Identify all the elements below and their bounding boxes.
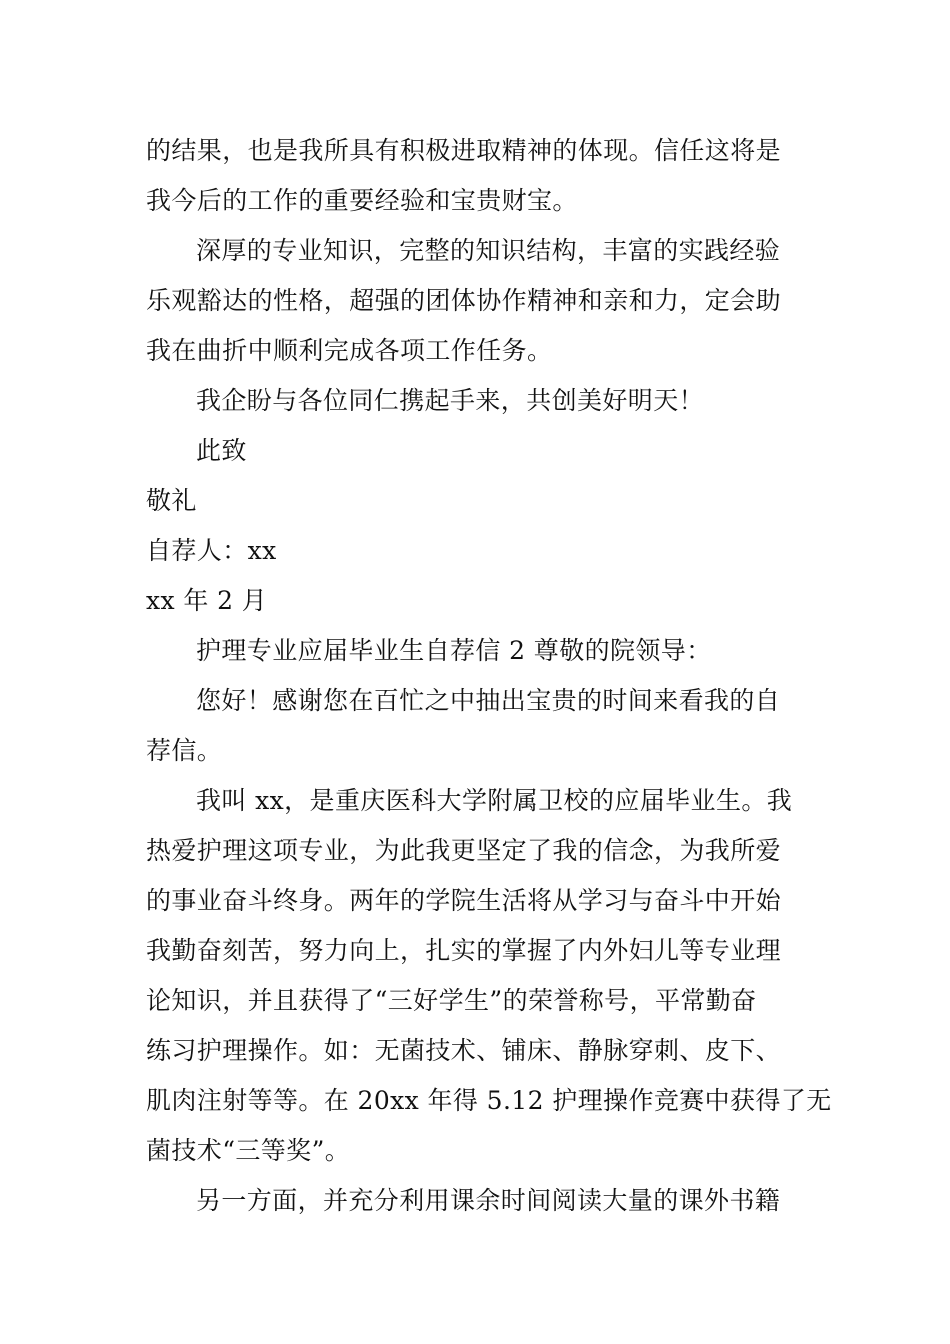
text-line: 我勤奋刻苦，努力向上，扎实的掌握了内外妇儿等专业理 [146,936,782,965]
paragraph-start: 您好！感谢您在百忙之中抽出宝贵的时间来看我的自 [196,686,781,715]
text-line: 的结果，也是我所具有积极进取精神的体现。信任这将是 [146,136,782,165]
paragraph-start: 我企盼与各位同仁携起手来，共创美好明天！ [196,386,705,415]
text-line: 荐信。 [146,736,223,765]
text-line: 热爱护理这项专业，为此我更坚定了我的信念，为我所爱 [146,836,782,865]
signature-line: 自荐人：xx [146,536,277,565]
paragraph-start: 另一方面，并充分利用课余时间阅读大量的课外书籍 [196,1186,781,1215]
text-line: 菌技术“三等奖”。 [146,1136,351,1165]
closing-regards: 敬礼 [146,486,197,515]
text-line: 乐观豁达的性格，超强的团体协作精神和亲和力，定会助 [146,286,782,315]
paragraph-start: 我叫 xx，是重庆医科大学附属卫校的应届毕业生。我 [196,786,793,815]
text-line: 肌肉注射等等。在 20xx 年得 5.12 护理操作竞赛中获得了无 [146,1086,832,1115]
text-line: 论知识，并且获得了“三好学生”的荣誉称号，平常勤奋 [146,986,757,1015]
date-line: xx 年 2 月 [146,586,268,615]
text-line: 我今后的工作的重要经验和宝贵财宝。 [146,186,578,215]
letter-heading: 护理专业应届毕业生自荐信 2 尊敬的院领导： [196,636,712,665]
text-line: 练习护理操作。如：无菌技术、铺床、静脉穿刺、皮下、 [146,1036,782,1065]
text-line: 的事业奋斗终身。两年的学院生活将从学习与奋斗中开始 [146,886,782,915]
paragraph-start: 深厚的专业知识，完整的知识结构，丰富的实践经验 [196,236,781,265]
text-line: 我在曲折中顺利完成各项工作任务。 [146,336,553,365]
closing-salutation: 此致 [196,436,247,465]
